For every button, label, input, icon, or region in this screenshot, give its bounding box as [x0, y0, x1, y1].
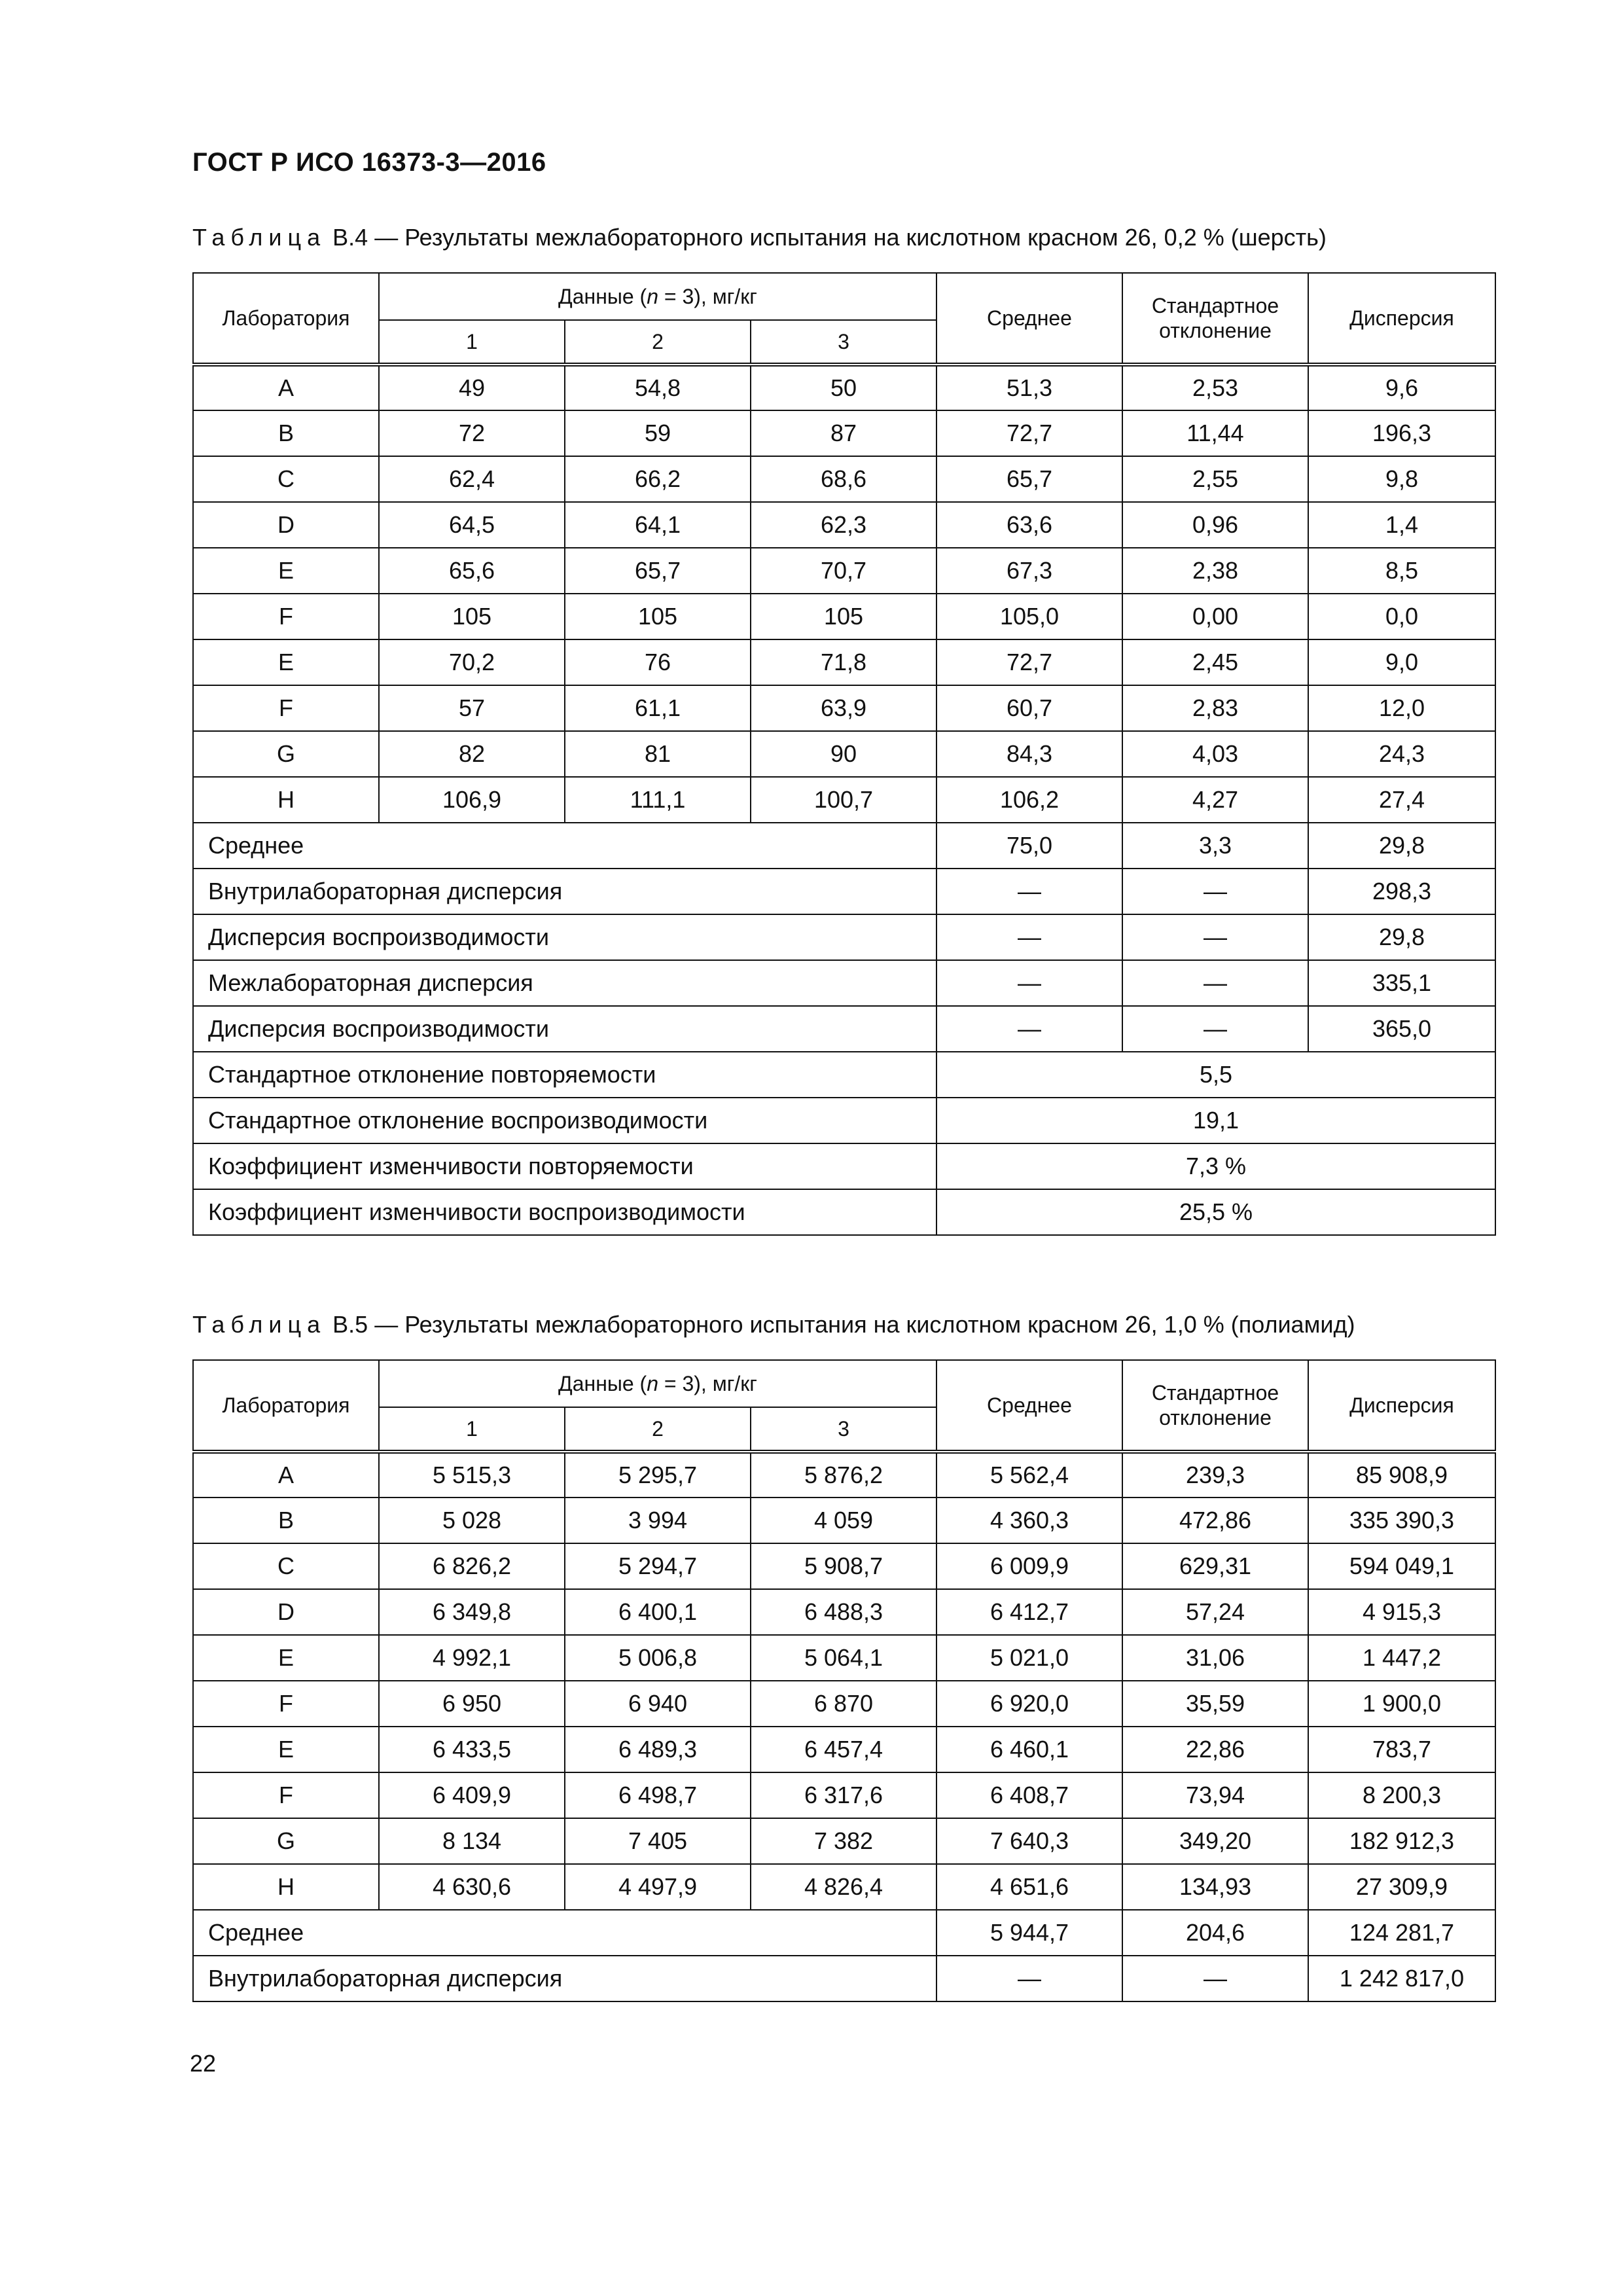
table-row — [193, 1818, 1495, 1864]
table-row — [193, 1681, 1495, 1727]
cell-laboratory: E — [193, 639, 379, 685]
cell-variance: 9,8 — [1308, 456, 1495, 502]
cell-mean: 5 562,4 — [936, 1452, 1122, 1498]
table-row — [193, 1543, 1495, 1589]
cell-value-2: 64,1 — [565, 502, 751, 548]
cell-value-2: 5 006,8 — [565, 1635, 751, 1681]
cell-value-1: 72 — [379, 410, 565, 456]
cell-variance: 783,7 — [1308, 1727, 1495, 1772]
summary-label: Дисперсия воспроизводимости — [193, 914, 936, 960]
header-laboratory: Лаборатория — [193, 1360, 379, 1452]
cell-mean: 6 920,0 — [936, 1681, 1122, 1727]
summary-variance: 298,3 — [1308, 869, 1495, 914]
table-row — [193, 502, 1495, 548]
cell-value-3: 6 457,4 — [751, 1727, 936, 1772]
summary-variance: 124 281,7 — [1308, 1910, 1495, 1956]
cell-value-1: 105 — [379, 594, 565, 639]
cell-std: 2,38 — [1122, 548, 1308, 594]
subheader-2: 2 — [565, 320, 751, 365]
cell-variance: 9,0 — [1308, 639, 1495, 685]
header-data — [379, 273, 936, 320]
cell-value-1: 62,4 — [379, 456, 565, 502]
cell-std: 35,59 — [1122, 1681, 1308, 1727]
summary-value: 7,3 % — [936, 1143, 1495, 1189]
cell-value-2: 6 400,1 — [565, 1589, 751, 1635]
cell-value-2: 6 489,3 — [565, 1727, 751, 1772]
table-row — [193, 1772, 1495, 1818]
summary-row — [193, 1098, 1495, 1143]
cell-std: 134,93 — [1122, 1864, 1308, 1910]
summary-variance: 365,0 — [1308, 1006, 1495, 1052]
cell-laboratory: A — [193, 1452, 379, 1498]
cell-variance: 8 200,3 — [1308, 1772, 1495, 1818]
cell-mean: 6 408,7 — [936, 1772, 1122, 1818]
summary-row — [193, 960, 1495, 1006]
table-b4-caption — [192, 224, 1327, 251]
cell-value-1: 6 826,2 — [379, 1543, 565, 1589]
header-laboratory: Лаборатория — [193, 273, 379, 365]
cell-mean: 6 412,7 — [936, 1589, 1122, 1635]
cell-laboratory: E — [193, 1727, 379, 1772]
cell-value-3: 68,6 — [751, 456, 936, 502]
cell-variance: 24,3 — [1308, 731, 1495, 777]
cell-laboratory: E — [193, 1635, 379, 1681]
table-b4-caption-label: Таблица — [192, 224, 327, 251]
cell-std: 73,94 — [1122, 1772, 1308, 1818]
table-header-row — [193, 273, 1495, 320]
summary-variance: 29,8 — [1308, 823, 1495, 869]
cell-laboratory: F — [193, 594, 379, 639]
cell-value-2: 3 994 — [565, 1498, 751, 1543]
cell-variance: 182 912,3 — [1308, 1818, 1495, 1864]
cell-mean: 60,7 — [936, 685, 1122, 731]
cell-mean: 51,3 — [936, 365, 1122, 410]
cell-variance: 27 309,9 — [1308, 1864, 1495, 1910]
summary-std: 204,6 — [1122, 1910, 1308, 1956]
cell-variance: 8,5 — [1308, 548, 1495, 594]
cell-value-2: 6 940 — [565, 1681, 751, 1727]
header-data — [379, 1360, 936, 1407]
table-b5-caption-text: В.5 — Результаты межлабораторного испытания на кислотном красном 26, 1,0 % (полиамид) — [326, 1311, 1355, 1338]
cell-mean: 4 360,3 — [936, 1498, 1122, 1543]
cell-value-3: 5 908,7 — [751, 1543, 936, 1589]
table-row — [193, 456, 1495, 502]
cell-laboratory: D — [193, 502, 379, 548]
cell-value-2: 76 — [565, 639, 751, 685]
summary-std: — — [1122, 1956, 1308, 2001]
cell-value-1: 4 992,1 — [379, 1635, 565, 1681]
header-mean: Среднее — [936, 273, 1122, 365]
cell-value-3: 100,7 — [751, 777, 936, 823]
cell-value-2: 6 498,7 — [565, 1772, 751, 1818]
table-row — [193, 1498, 1495, 1543]
cell-value-3: 105 — [751, 594, 936, 639]
table-row — [193, 1589, 1495, 1635]
summary-row — [193, 1189, 1495, 1235]
cell-variance: 0,0 — [1308, 594, 1495, 639]
cell-std: 4,03 — [1122, 731, 1308, 777]
table-b4-body — [193, 273, 1495, 1235]
subheader-3: 3 — [751, 1407, 936, 1452]
table-row — [193, 410, 1495, 456]
cell-value-2: 111,1 — [565, 777, 751, 823]
cell-value-1: 65,6 — [379, 548, 565, 594]
table-row — [193, 1635, 1495, 1681]
cell-variance: 1 900,0 — [1308, 1681, 1495, 1727]
cell-value-3: 50 — [751, 365, 936, 410]
cell-mean: 72,7 — [936, 410, 1122, 456]
subheader-1: 1 — [379, 320, 565, 365]
cell-value-3: 90 — [751, 731, 936, 777]
summary-value: 25,5 % — [936, 1189, 1495, 1235]
cell-value-1: 6 950 — [379, 1681, 565, 1727]
summary-mean: — — [936, 1006, 1122, 1052]
cell-mean: 5 021,0 — [936, 1635, 1122, 1681]
cell-variance: 27,4 — [1308, 777, 1495, 823]
summary-mean: 5 944,7 — [936, 1910, 1122, 1956]
cell-value-2: 81 — [565, 731, 751, 777]
cell-variance: 1,4 — [1308, 502, 1495, 548]
cell-value-2: 5 295,7 — [565, 1452, 751, 1498]
cell-variance: 12,0 — [1308, 685, 1495, 731]
cell-value-3: 62,3 — [751, 502, 936, 548]
cell-mean: 84,3 — [936, 731, 1122, 777]
cell-value-2: 7 405 — [565, 1818, 751, 1864]
summary-row — [193, 1143, 1495, 1189]
table-header-row — [193, 1360, 1495, 1407]
cell-value-3: 71,8 — [751, 639, 936, 685]
page-number: 22 — [190, 2050, 217, 2077]
cell-value-1: 64,5 — [379, 502, 565, 548]
cell-value-3: 70,7 — [751, 548, 936, 594]
summary-label: Стандартное отклонение повторяемости — [193, 1052, 936, 1098]
header-data-prefix: Данные ( — [558, 285, 647, 308]
summary-label: Межлабораторная дисперсия — [193, 960, 936, 1006]
cell-mean: 67,3 — [936, 548, 1122, 594]
table-row — [193, 548, 1495, 594]
cell-mean: 7 640,3 — [936, 1818, 1122, 1864]
cell-variance: 85 908,9 — [1308, 1452, 1495, 1498]
cell-laboratory: F — [193, 1681, 379, 1727]
cell-laboratory: H — [193, 1864, 379, 1910]
header-variance: Дисперсия — [1308, 1360, 1495, 1452]
cell-std: 57,24 — [1122, 1589, 1308, 1635]
summary-row — [193, 1006, 1495, 1052]
cell-laboratory: E — [193, 548, 379, 594]
cell-value-3: 87 — [751, 410, 936, 456]
cell-laboratory: H — [193, 777, 379, 823]
table-row — [193, 1727, 1495, 1772]
summary-label: Внутрилабораторная дисперсия — [193, 1956, 936, 2001]
summary-mean: 75,0 — [936, 823, 1122, 869]
summary-label: Среднее — [193, 1910, 936, 1956]
cell-value-1: 57 — [379, 685, 565, 731]
table-row — [193, 777, 1495, 823]
header-mean: Среднее — [936, 1360, 1122, 1452]
cell-laboratory: G — [193, 731, 379, 777]
header-variance: Дисперсия — [1308, 273, 1495, 365]
cell-value-3: 5 064,1 — [751, 1635, 936, 1681]
cell-mean: 72,7 — [936, 639, 1122, 685]
cell-std: 31,06 — [1122, 1635, 1308, 1681]
cell-value-3: 5 876,2 — [751, 1452, 936, 1498]
cell-mean: 65,7 — [936, 456, 1122, 502]
cell-std: 22,86 — [1122, 1727, 1308, 1772]
cell-value-1: 6 433,5 — [379, 1727, 565, 1772]
table-row — [193, 1452, 1495, 1498]
table-b5 — [192, 1359, 1496, 2002]
document-header: ГОСТ Р ИСО 16373-3—2016 — [192, 148, 546, 177]
cell-std: 472,86 — [1122, 1498, 1308, 1543]
cell-variance: 594 049,1 — [1308, 1543, 1495, 1589]
summary-row — [193, 1910, 1495, 1956]
summary-row — [193, 914, 1495, 960]
cell-value-2: 61,1 — [565, 685, 751, 731]
subheader-1: 1 — [379, 1407, 565, 1452]
summary-std: 3,3 — [1122, 823, 1308, 869]
table-row — [193, 685, 1495, 731]
table-b5-caption-label: Таблица — [192, 1311, 327, 1338]
cell-value-3: 4 826,4 — [751, 1864, 936, 1910]
table-b5-body — [193, 1360, 1495, 2001]
summary-label: Внутрилабораторная дисперсия — [193, 869, 936, 914]
summary-mean: — — [936, 914, 1122, 960]
table-b4 — [192, 272, 1496, 1236]
summary-value: 5,5 — [936, 1052, 1495, 1098]
cell-laboratory: F — [193, 1772, 379, 1818]
cell-variance: 196,3 — [1308, 410, 1495, 456]
table-row — [193, 731, 1495, 777]
summary-row — [193, 823, 1495, 869]
cell-value-3: 4 059 — [751, 1498, 936, 1543]
cell-value-3: 6 317,6 — [751, 1772, 936, 1818]
cell-std: 2,45 — [1122, 639, 1308, 685]
cell-variance: 4 915,3 — [1308, 1589, 1495, 1635]
cell-laboratory: C — [193, 456, 379, 502]
subheader-3: 3 — [751, 320, 936, 365]
cell-mean: 105,0 — [936, 594, 1122, 639]
summary-mean: — — [936, 960, 1122, 1006]
table-row — [193, 639, 1495, 685]
summary-std: — — [1122, 960, 1308, 1006]
header-data-n: n — [647, 285, 658, 308]
cell-laboratory: B — [193, 410, 379, 456]
cell-laboratory: D — [193, 1589, 379, 1635]
summary-label: Коэффициент изменчивости повторяемости — [193, 1143, 936, 1189]
cell-value-2: 59 — [565, 410, 751, 456]
summary-label: Коэффициент изменчивости воспроизводимости — [193, 1189, 936, 1235]
cell-value-1: 6 409,9 — [379, 1772, 565, 1818]
cell-std: 2,55 — [1122, 456, 1308, 502]
table-b5-caption — [192, 1311, 1355, 1338]
cell-std: 2,83 — [1122, 685, 1308, 731]
cell-laboratory: C — [193, 1543, 379, 1589]
cell-mean: 106,2 — [936, 777, 1122, 823]
summary-row — [193, 1052, 1495, 1098]
summary-std: — — [1122, 869, 1308, 914]
cell-value-1: 8 134 — [379, 1818, 565, 1864]
cell-variance: 335 390,3 — [1308, 1498, 1495, 1543]
cell-mean: 6 460,1 — [936, 1727, 1122, 1772]
cell-value-3: 6 488,3 — [751, 1589, 936, 1635]
cell-value-3: 7 382 — [751, 1818, 936, 1864]
cell-laboratory: G — [193, 1818, 379, 1864]
summary-mean: — — [936, 869, 1122, 914]
cell-value-1: 82 — [379, 731, 565, 777]
cell-variance: 9,6 — [1308, 365, 1495, 410]
summary-value: 19,1 — [936, 1098, 1495, 1143]
cell-value-2: 5 294,7 — [565, 1543, 751, 1589]
cell-mean: 4 651,6 — [936, 1864, 1122, 1910]
summary-label: Среднее — [193, 823, 936, 869]
cell-value-1: 6 349,8 — [379, 1589, 565, 1635]
cell-laboratory: F — [193, 685, 379, 731]
cell-value-1: 5 028 — [379, 1498, 565, 1543]
cell-std: 239,3 — [1122, 1452, 1308, 1498]
summary-label: Дисперсия воспроизводимости — [193, 1006, 936, 1052]
summary-row — [193, 1956, 1495, 2001]
cell-std: 2,53 — [1122, 365, 1308, 410]
cell-value-2: 4 497,9 — [565, 1864, 751, 1910]
summary-std: — — [1122, 1006, 1308, 1052]
cell-std: 0,00 — [1122, 594, 1308, 639]
cell-value-2: 66,2 — [565, 456, 751, 502]
summary-row — [193, 869, 1495, 914]
cell-value-1: 70,2 — [379, 639, 565, 685]
cell-mean: 6 009,9 — [936, 1543, 1122, 1589]
cell-value-1: 106,9 — [379, 777, 565, 823]
cell-std: 0,96 — [1122, 502, 1308, 548]
header-data-suffix: = 3), мг/кг — [658, 285, 757, 308]
summary-std: — — [1122, 914, 1308, 960]
header-std: Стандартное отклонение — [1122, 1360, 1308, 1452]
cell-value-3: 6 870 — [751, 1681, 936, 1727]
cell-value-3: 63,9 — [751, 685, 936, 731]
subheader-2: 2 — [565, 1407, 751, 1452]
header-std: Стандартное отклонение — [1122, 273, 1308, 365]
cell-value-2: 65,7 — [565, 548, 751, 594]
cell-std: 349,20 — [1122, 1818, 1308, 1864]
summary-label: Стандартное отклонение воспроизводимости — [193, 1098, 936, 1143]
header-data-n: n — [647, 1372, 658, 1395]
summary-variance: 1 242 817,0 — [1308, 1956, 1495, 2001]
cell-laboratory: B — [193, 1498, 379, 1543]
cell-std: 11,44 — [1122, 410, 1308, 456]
cell-value-1: 49 — [379, 365, 565, 410]
table-b4-caption-text: В.4 — Результаты межлабораторного испытания на кислотном красном 26, 0,2 % (шерсть) — [326, 224, 1327, 251]
cell-variance: 1 447,2 — [1308, 1635, 1495, 1681]
header-data-prefix: Данные ( — [558, 1372, 647, 1395]
summary-variance: 335,1 — [1308, 960, 1495, 1006]
cell-std: 4,27 — [1122, 777, 1308, 823]
summary-variance: 29,8 — [1308, 914, 1495, 960]
table-row — [193, 365, 1495, 410]
cell-value-2: 105 — [565, 594, 751, 639]
header-data-suffix: = 3), мг/кг — [658, 1372, 757, 1395]
cell-std: 629,31 — [1122, 1543, 1308, 1589]
table-row — [193, 594, 1495, 639]
cell-laboratory: A — [193, 365, 379, 410]
cell-value-2: 54,8 — [565, 365, 751, 410]
cell-value-1: 4 630,6 — [379, 1864, 565, 1910]
cell-mean: 63,6 — [936, 502, 1122, 548]
table-row — [193, 1864, 1495, 1910]
summary-mean: — — [936, 1956, 1122, 2001]
cell-value-1: 5 515,3 — [379, 1452, 565, 1498]
